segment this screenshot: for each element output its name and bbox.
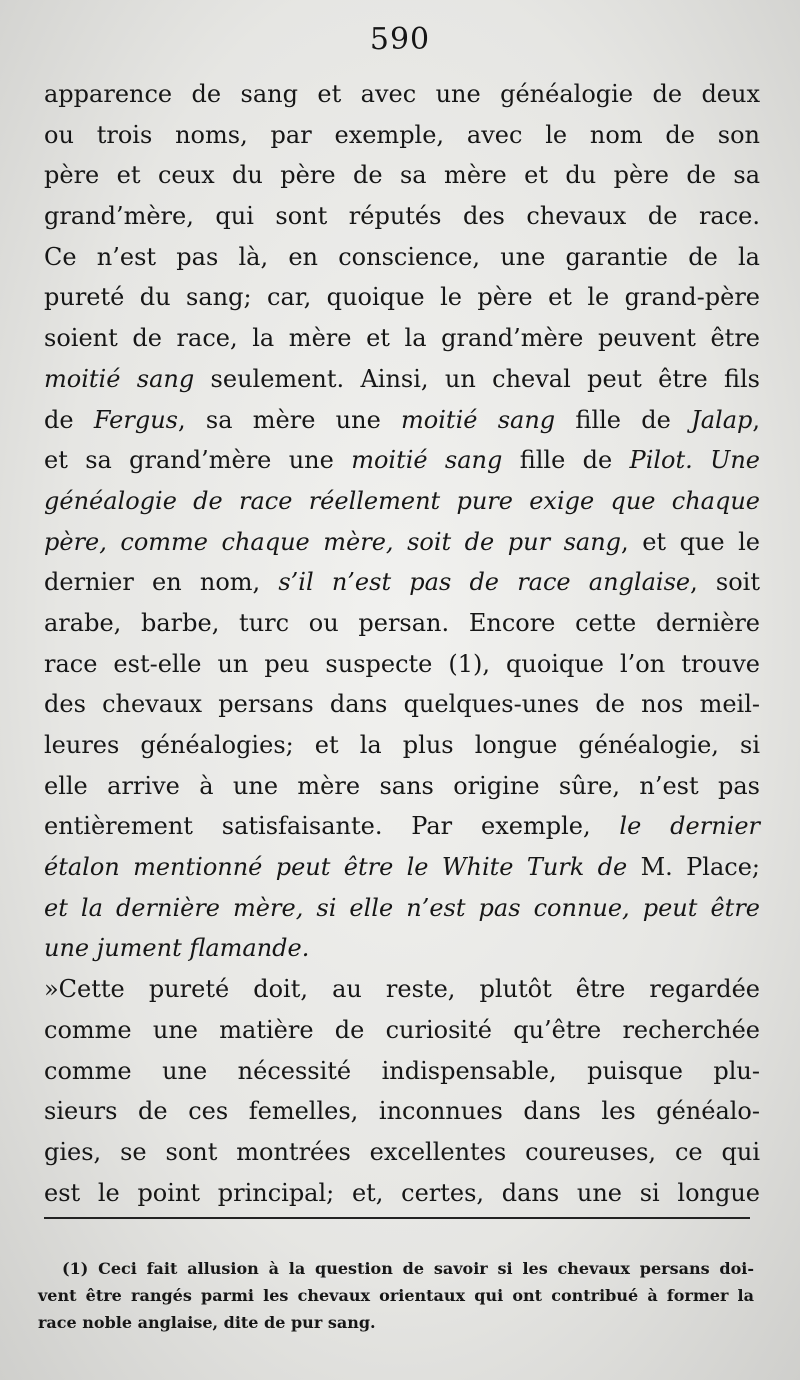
text-line xyxy=(44,277,760,318)
text-line xyxy=(44,481,760,522)
text-line xyxy=(44,1051,760,1092)
text-line xyxy=(44,237,760,278)
text-line xyxy=(44,1132,760,1173)
text-segment: elle arrive à une mère sans origine sûre, n’est pas xyxy=(44,771,760,800)
text-line xyxy=(44,155,760,196)
text-segment: , sa mère une xyxy=(177,405,402,434)
italic-text: Pilot. Une xyxy=(629,446,760,475)
text-line xyxy=(44,969,760,1010)
italic-text: moitié sang xyxy=(44,364,195,393)
text-segment: comme une nécessité indispensable, puisque plu- xyxy=(44,1056,760,1085)
footnote-line: (1) Ceci fait allusion à la question de savoir si les chevaux persans doi- xyxy=(62,1259,754,1278)
text-segment: , et que le xyxy=(621,527,760,556)
italic-text: généalogie de race réellement pure exige que chaque xyxy=(44,486,760,515)
italic-text: s’il n’est pas de race anglaise xyxy=(278,568,691,597)
text-line xyxy=(44,888,760,929)
italic-text: Fergus xyxy=(93,405,178,434)
text-segment: fille de xyxy=(555,405,692,434)
text-line xyxy=(44,1091,760,1132)
text-line xyxy=(44,1010,760,1051)
page-number: 590 xyxy=(369,22,431,57)
text-line xyxy=(44,522,760,563)
text-segment: pureté du sang; car, quoique le père et le grand-père xyxy=(44,283,760,312)
text-segment: leures généalogies; et la plus longue généalogie, si xyxy=(44,731,760,759)
text-segment: , xyxy=(752,405,761,434)
text-segment: sieurs de ces femelles, inconnues dans les généalo- xyxy=(44,1097,760,1126)
text-segment: race est-elle un peu suspecte (1), quoique l’on trouve xyxy=(44,649,760,678)
text-segment: entièrement satisfaisante. Par exemple, xyxy=(44,812,620,841)
text-segment: comme une matière de curiosité qu’être recherchée xyxy=(44,1015,760,1044)
text-segment: gies, se sont montrées excellentes coureuses, ce qui xyxy=(44,1137,760,1166)
text-segment: apparence de sang et avec une généalogie de deux xyxy=(44,80,760,108)
text-line xyxy=(44,74,760,115)
italic-text: moitié sang xyxy=(401,405,556,434)
footnote-line: race noble anglaise, dite de pur sang. xyxy=(38,1313,376,1332)
text-line xyxy=(44,562,760,603)
italic-text: une jument flamande. xyxy=(44,934,310,963)
text-line xyxy=(44,318,760,359)
text-line xyxy=(44,644,760,685)
text-segment: fille de xyxy=(502,446,630,475)
text-line xyxy=(44,847,760,888)
text-line xyxy=(44,359,760,400)
text-line xyxy=(44,400,760,441)
footnote xyxy=(38,1255,754,1336)
text-segment: des chevaux persans dans quelques-unes de nos meil- xyxy=(44,690,760,719)
italic-text: et la dernière mère, si elle n’est pas connue, peut être xyxy=(44,893,760,922)
body-text xyxy=(44,74,760,1213)
footnote-line: vent être rangés parmi les chevaux orientaux qui ont contribué à former la xyxy=(38,1286,754,1305)
text-segment: »Cette pureté doit, au reste, plutôt être regardée xyxy=(44,975,760,1004)
text-line xyxy=(44,725,760,766)
text-line xyxy=(44,766,760,807)
italic-text: père, comme chaque mère, soit de pur sang xyxy=(44,527,622,556)
text-segment: Ce n’est pas là, en conscience, une garantie de la xyxy=(44,242,760,271)
footnote-rule xyxy=(44,1217,750,1219)
text-segment: dernier en nom, xyxy=(44,568,279,597)
text-line xyxy=(44,928,760,969)
text-segment: et sa grand’mère une xyxy=(44,446,352,475)
text-segment: ou trois noms, par exemple, avec le nom de son xyxy=(44,120,760,149)
text-segment: grand’mère, qui sont réputés des chevaux de race. xyxy=(44,202,760,231)
text-line xyxy=(44,1173,760,1214)
italic-text: le dernier xyxy=(619,812,760,841)
text-line xyxy=(44,684,760,725)
text-segment: M. Place; xyxy=(627,853,760,882)
text-segment: seulement. Ainsi, un cheval peut être fils xyxy=(194,364,760,393)
text-line xyxy=(44,603,760,644)
text-segment: père et ceux du père de sa mère et du père de sa xyxy=(44,161,760,190)
italic-text: étalon mentionné peut être le White Turk de xyxy=(44,853,628,882)
text-line xyxy=(44,806,760,847)
text-segment: de xyxy=(44,405,94,434)
italic-text: Jalap xyxy=(691,405,753,434)
text-segment: arabe, barbe, turc ou persan. Encore cette dernière xyxy=(44,608,760,637)
text-line xyxy=(44,196,760,237)
italic-text: moitié sang xyxy=(351,446,503,475)
text-segment: soient de race, la mère et la grand’mère peuvent être xyxy=(44,324,760,353)
text-line xyxy=(44,440,760,481)
text-segment: , soit xyxy=(690,568,761,597)
text-line xyxy=(44,115,760,156)
text-segment: est le point principal; et, certes, dans une si longue xyxy=(44,1178,760,1207)
